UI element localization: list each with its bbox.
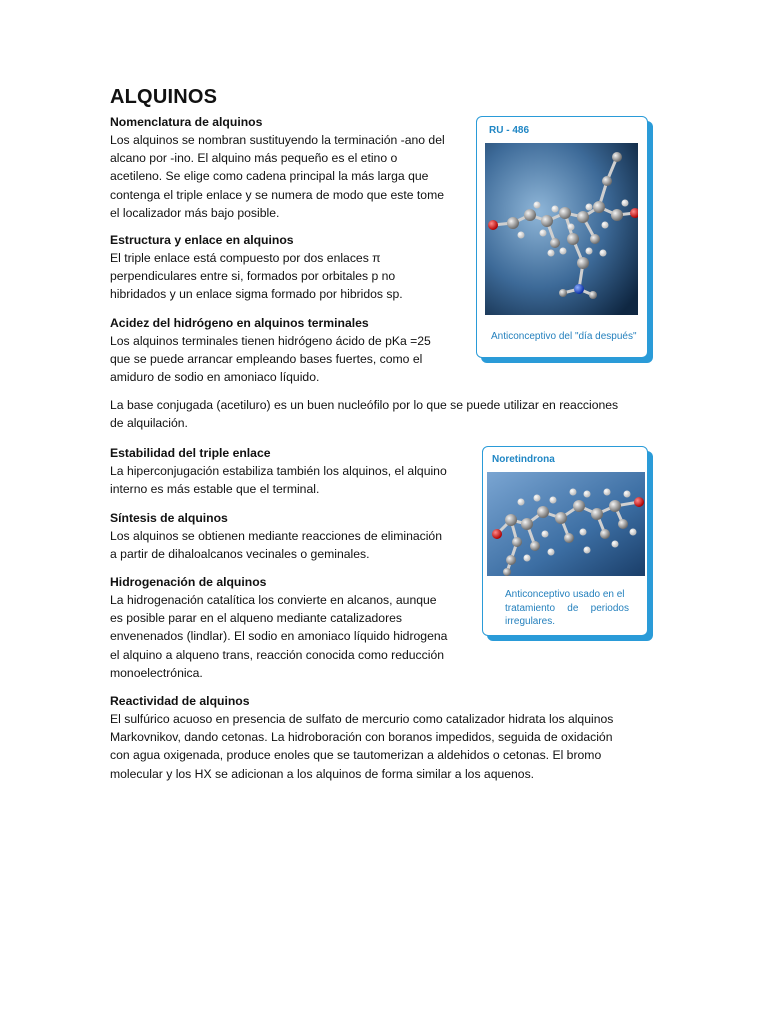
paragraph-line: molecular y los HX se adicionan a los alquinos de forma similar a los aquenos. [110, 766, 535, 781]
figure-card-ru486 [476, 116, 648, 358]
figure-caption [505, 588, 629, 629]
paragraph-line: Markovnikov, dando cetonas. La hidroboración con boranos impedidos, seguida de oxidación [110, 730, 613, 745]
section-heading: Hidrogenación de alquinos [110, 575, 267, 589]
paragraph-line: acetileno. Se elige como cadena principal la más larga que [110, 169, 429, 184]
section-heading: Estabilidad del triple enlace [110, 446, 271, 460]
paragraph-line: El sulfúrico acuoso en presencia de sulfato de mercurio como catalizador hidrata los alquinos [110, 712, 614, 726]
paragraph-line: La hidrogenación catalítica los convierte en alcanos, aunque [110, 593, 437, 607]
paragraph-line: alcano por -ino. El alquino más pequeño es el etino o [110, 151, 398, 166]
section-base-conjugada [110, 396, 650, 432]
paragraph-line: de alquilación. [110, 416, 188, 431]
section-heading: Nomenclatura de alquinos [110, 115, 263, 129]
section-heading: Síntesis de alquinos [110, 511, 228, 525]
molecule-model-image [485, 143, 638, 315]
caption-line: tratamiento de periodos [505, 602, 629, 614]
figure-caption: Anticonceptivo del "día después" [491, 331, 637, 342]
paragraph-line: amiduro de sodio en amoniaco líquido. [110, 370, 320, 385]
paragraph-line: a partir de dihaloalcanos vecinales o geminales. [110, 547, 370, 562]
paragraph-line: Los alquinos se obtienen mediante reacciones de eliminación [110, 529, 442, 543]
caption-line: irregulares. [505, 616, 556, 627]
section-estabilidad [110, 444, 470, 498]
figure-card-noretindrona [482, 446, 648, 636]
paragraph-line: envenenados (lindlar). El sodio en amoniaco líquido hidrogena [110, 629, 448, 644]
paragraph-line: es posible parar en el alqueno mediante catalizadores [110, 611, 403, 626]
figure-label: RU - 486 [489, 125, 530, 136]
paragraph-line: monoelectrónica. [110, 665, 203, 680]
section-heading: Acidez del hidrógeno en alquinos terminales [110, 316, 369, 330]
paragraph-line: La base conjugada (acetiluro) es un buen nucleófilo por lo que se puede utilizar en reacciones [110, 398, 619, 412]
paragraph-line: La hiperconjugación estabiliza también los alquinos, el alquino [110, 464, 447, 478]
section-heading: Estructura y enlace en alquinos [110, 233, 294, 247]
page-title: ALQUINOS [110, 86, 218, 108]
section-estructura [110, 231, 470, 304]
paragraph-line: el alquino a alqueno trans, reacción conocida como reducción [110, 647, 445, 662]
figure-label: Noretindrona [492, 454, 555, 465]
caption-line: Anticonceptivo usado en el [505, 589, 625, 600]
section-reactividad [110, 692, 650, 783]
paragraph-line: El triple enlace está compuesto por dos enlaces π [110, 251, 381, 265]
molecule-model-image [487, 472, 645, 576]
paragraph-line: hibridados y un enlace sigma formado por hibridos sp. [110, 287, 403, 302]
paragraph-line: Los alquinos se nombran sustituyendo la terminación -ano del [110, 133, 445, 147]
section-hidrogenacion [110, 573, 470, 682]
paragraph-line: con agua oxigenada, produce enoles que se tautomerizan a aldehidos o cetonas. El bromo [110, 748, 602, 763]
section-heading: Reactividad de alquinos [110, 694, 250, 708]
paragraph-line: contenga el triple enlace y se numera de modo que este tome [110, 187, 445, 202]
paragraph-line: Los alquinos terminales tienen hidrógeno ácido de pKa =25 [110, 334, 431, 348]
section-nomenclatura [110, 113, 470, 222]
section-sintesis [110, 509, 470, 563]
paragraph-line: el localizador más bajo posible. [110, 205, 280, 220]
paragraph-line: interno es más estable que el terminal. [110, 482, 320, 497]
paragraph-line: perpendiculares entre si, formados por orbitales p no [110, 269, 396, 284]
section-acidez [110, 314, 470, 387]
paragraph-line: que se puede arrancar empleando bases fuertes, como el [110, 352, 423, 367]
